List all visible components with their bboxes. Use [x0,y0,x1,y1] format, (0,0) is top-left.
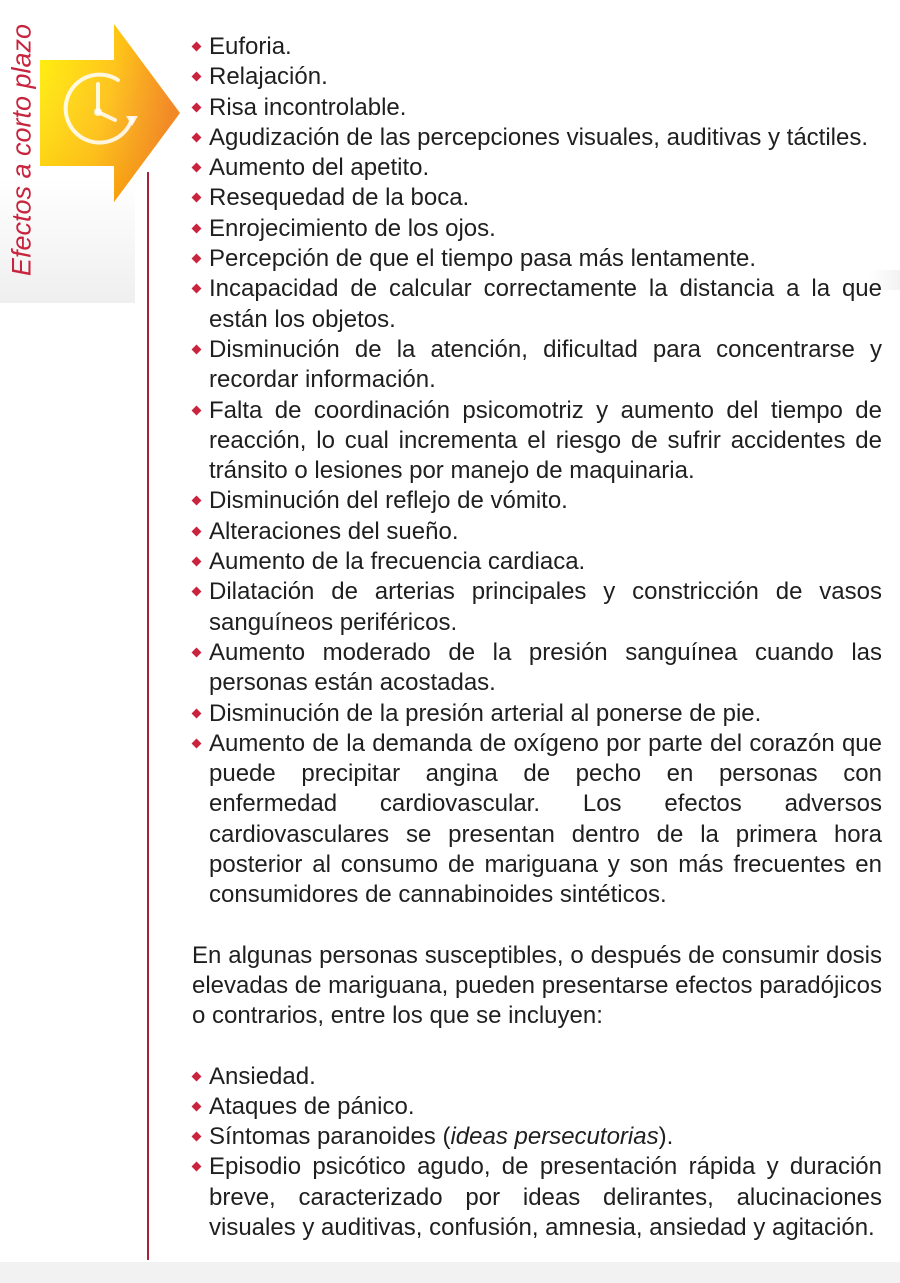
bullet-icon [192,1132,202,1142]
bullet-icon [192,223,202,233]
list-item: Alteraciones del sueño. [192,517,882,547]
bullet-icon [192,254,202,264]
list-item: Dilatación de arterias principales y constricción de vasos sanguíneos periféricos. [192,577,882,638]
content [192,32,882,1243]
list-item: Falta de coordinación psicomotriz y aumento del tiempo de reacción, lo cual incrementa el riesgo de sufrir accidentes de tránsito o lesiones por manejo de maquinaria. [192,396,882,487]
list-item: Percepción de que el tiempo pasa más lentamente. [192,244,882,274]
bullet-icon [192,557,202,567]
bullet-icon [192,405,202,415]
bullet-icon [192,102,202,112]
bullet-icon [192,738,202,748]
list-item: Aumento moderado de la presión sanguínea cuando las personas están acostadas. [192,638,882,699]
list-item: Euforia. [192,32,882,62]
bullet-icon [192,1071,202,1081]
list-item: Risa incontrolable. [192,93,882,123]
bullet-icon [192,72,202,82]
list-item: Incapacidad de calcular correctamente la distancia a la que están los objetos. [192,274,882,335]
list-item: Episodio psicótico agudo, de presentación rápida y duración breve, caracterizado por ideas delirantes, alucinaciones visuales y auditivas, confusión, amnesia, ansiedad y agitación. [192,1152,882,1243]
bullet-icon [192,284,202,294]
bullet-icon [192,1101,202,1111]
list-item: Aumento de la frecuencia cardiaca. [192,547,882,577]
vertical-divider [147,172,149,1260]
list-item: Relajación. [192,62,882,92]
list-item: Disminución de la atención, dificultad para concentrarse y recordar información. [192,335,882,396]
bullet-icon [192,345,202,355]
list-item: Síntomas paranoides (ideas persecutorias). [192,1122,882,1152]
intro-paragraph: En algunas personas susceptibles, o después de consumir dosis elevadas de mariguana, pueden presentarse efectos paradójicos o contrarios, entre los que se incluyen: [192,941,882,1030]
bullet-icon [192,42,202,52]
bullet-icon [192,708,202,718]
clock-arrow-icon [40,24,180,202]
list-item: Disminución del reflejo de vómito. [192,486,882,516]
list-item: Aumento de la demanda de oxígeno por parte del corazón que puede precipitar angina de pecho en personas con enfermedad cardiovascular. Los efectos adversos cardiovasculares se presentan dentro de la primera hora posterior al consumo de mariguana y son más frecuentes en consumidores de cannabinoides sintéticos. [192,729,882,911]
list-item: Resequedad de la boca. [192,183,882,213]
list-item: Enrojecimiento de los ojos. [192,214,882,244]
bottom-background [0,1262,900,1283]
bullet-icon [192,1162,202,1172]
bullet-icon [192,163,202,173]
paradoxical-effects-list [192,1062,882,1244]
list-item: Agudización de las percepciones visuales, auditivas y táctiles. [192,123,882,153]
bullet-icon [192,587,202,597]
bullet-icon [192,132,202,142]
list-item: Ansiedad. [192,1062,882,1092]
bullet-icon [192,526,202,536]
list-item: Ataques de pánico. [192,1092,882,1122]
section-side-label [2,0,42,300]
list-item: Disminución de la presión arterial al ponerse de pie. [192,699,882,729]
bullet-icon [192,496,202,506]
side-label-text: Efectos a corto plazo [6,23,37,277]
effects-list [192,32,882,911]
bullet-icon [192,647,202,657]
bullet-icon [192,193,202,203]
list-item: Aumento del apetito. [192,153,882,183]
